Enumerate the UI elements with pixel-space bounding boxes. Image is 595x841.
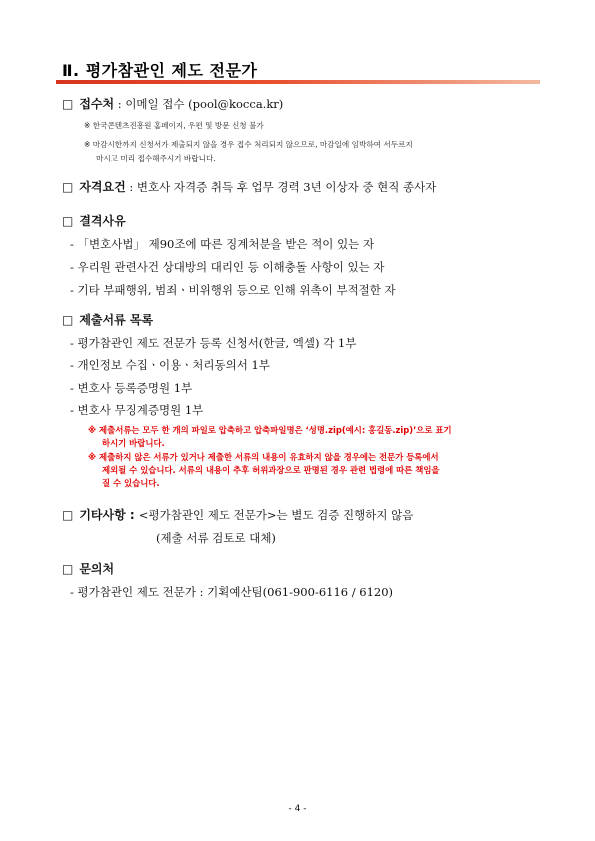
separator: : — [125, 180, 137, 194]
section-title-other: 기타사항 — [79, 508, 126, 522]
warning-note-1: ※ 제출서류는 모두 한 개의 파일로 압축하고 압축파일명은 ‘성명.zip(예시: 홍길동.zip)’으로 표기 — [88, 425, 452, 435]
page-title: Ⅱ. 평가참관인 제도 전문가 — [62, 61, 258, 80]
warning-note-2-cont: 제외될 수 있습니다. 서류의 내용이 추후 허위과장으로 판명된 경우 관련 법령에 따른 책임을 — [102, 465, 440, 475]
contact-item: - 평가참관인 제도 전문가 : 기획예산팀(061-900-6116 / 6120) — [70, 585, 394, 599]
other-body-2: (제출 서류 검토로 대체) — [156, 531, 276, 545]
warning-note-2: ※ 제출하지 않은 서류가 있거나 제출한 서류의 내용이 유효하지 않을 경우에는 전문가 등록에서 — [88, 452, 439, 462]
checkbox-glyph: □ — [62, 508, 74, 522]
separator: : — [114, 97, 126, 111]
document-item: - 평가참관인 제도 전문가 등록 신청서(한글, 엑셀) 각 1부 — [70, 336, 357, 350]
document-item: - 개인정보 수집ㆍ이용ㆍ처리동의서 1부 — [70, 358, 270, 372]
section-reception — [62, 95, 283, 112]
checkbox-glyph: □ — [62, 214, 74, 228]
disqualification-item: - 「변호사법」 제90조에 따른 징계처분을 받은 적이 있는 자 — [70, 237, 375, 251]
reception-note-1: ※ 한국콘텐츠진흥원 홈페이지, 우편 및 방문 신청 불가 — [84, 121, 264, 130]
other-body: <평가참관인 제도 전문가>는 별도 검증 진행하지 않음 — [138, 508, 414, 522]
warning-note-2-cont: 질 수 있습니다. — [102, 478, 160, 488]
qualification-body: 변호사 자격증 취득 후 업무 경력 3년 이상자 중 현직 종사자 — [136, 180, 437, 194]
checkbox-glyph: □ — [62, 97, 74, 111]
title-underline-bar — [56, 80, 540, 84]
section-other — [62, 506, 413, 523]
section-title-reception: 접수처 — [79, 97, 115, 111]
section-contact — [62, 560, 114, 577]
section-title-documents: 제출서류 목록 — [79, 313, 154, 327]
page-number: - 4 - — [288, 804, 307, 814]
section-qualification — [62, 178, 436, 195]
reception-body: 이메일 접수 (pool@kocca.kr) — [125, 97, 284, 111]
disqualification-item: - 기타 부패행위, 범죄ㆍ비위행위 등으로 인해 위촉이 부적절한 자 — [70, 283, 396, 297]
checkbox-glyph: □ — [62, 180, 74, 194]
document-item: - 변호사 등록증명원 1부 — [70, 381, 193, 395]
reception-note-3: 마시고 미리 접수해주시기 바랍니다. — [96, 154, 216, 163]
reception-note-2: ※ 마감시한까지 신청서가 제출되지 않을 경우 접수 처리되지 않으므로, 마감일에 임박하여 서두르지 — [84, 140, 413, 149]
separator: : — [125, 508, 139, 522]
section-documents — [62, 311, 153, 328]
section-title-contact: 문의처 — [79, 562, 115, 576]
section-title-qualification: 자격요건 — [79, 180, 126, 194]
section-title-disqualification: 결격사유 — [79, 214, 126, 228]
checkbox-glyph: □ — [62, 313, 74, 327]
disqualification-item: - 우리원 관련사건 상대방의 대리인 등 이해충돌 사항이 있는 자 — [70, 260, 385, 274]
warning-note-1-cont: 하시기 바랍니다. — [102, 438, 165, 448]
document-item: - 변호사 무징계증명원 1부 — [70, 403, 204, 417]
checkbox-glyph: □ — [62, 562, 74, 576]
section-disqualification — [62, 212, 126, 229]
